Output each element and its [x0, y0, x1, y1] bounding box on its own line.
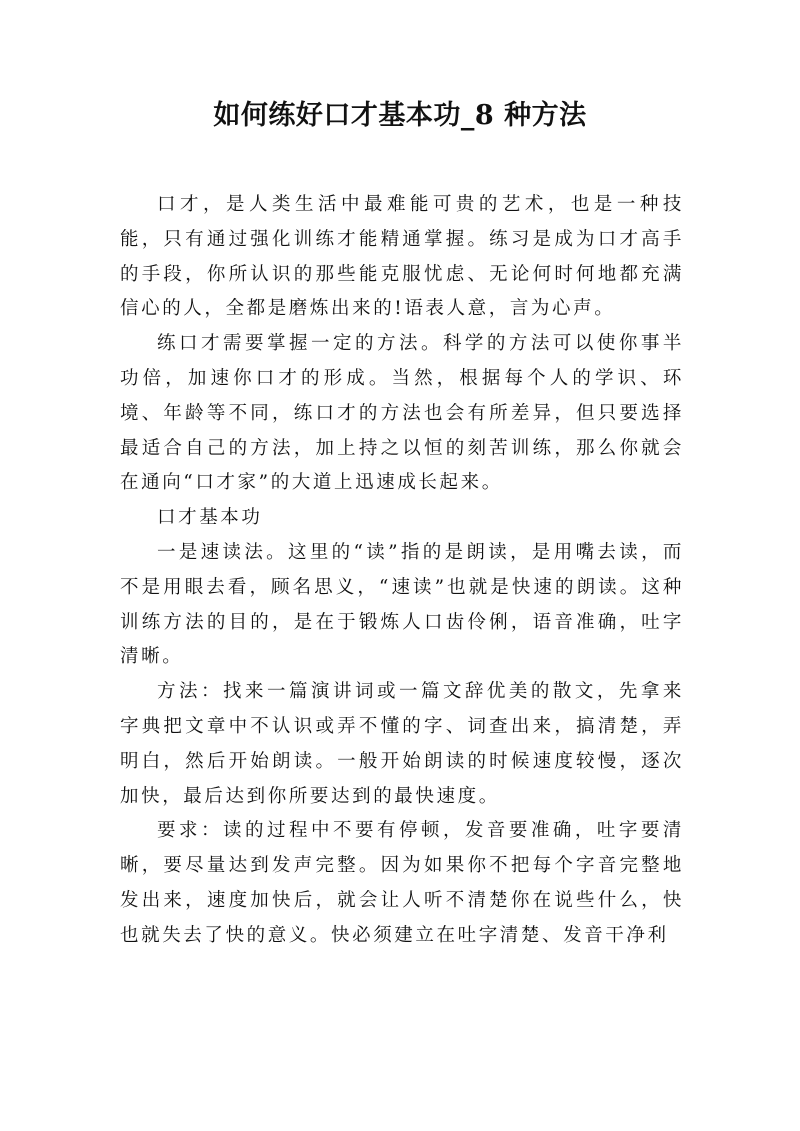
document-body — [120, 188, 684, 954]
paragraph-procedure: 方法：找来一篇演讲词或一篇文辞优美的散文，先拿来字典把文章中不认识或弄不懂的字、词查出来，搞清楚，弄明白，然后开始朗读。一般开始朗读的时候速度较慢，逐次加快，最后达到你所要达到的最快速度。 — [120, 681, 684, 807]
paragraph-requirements: 要求：读的过程中不要有停顿，发音要准确，吐字要清晰，要尽量达到发声完整。因为如果你不把每个字音完整地发出来，速度加快后，就会让人听不清楚你在说些什么，快也就失去了快的意义。快必须建立在吐字清楚、发音干净利 — [120, 820, 684, 946]
paragraph-method: 练口才需要掌握一定的方法。科学的方法可以使你事半功倍，加速你口才的形成。当然，根据每个人的学识、环境、年龄等不同，练口才的方法也会有所差异，但只要选择最适合自己的方法，加上持之以恒的刻苦训练，那么你就会在通向“口才家”的大道上迅速成长起来。 — [120, 333, 684, 494]
section-heading: 口才基本功 — [157, 507, 263, 529]
document-title: 如何练好口才基本功_8 种方法 — [213, 100, 587, 131]
paragraph-speed-reading: 一是速读法。这里的“读”指的是朗读，是用嘴去读，而不是用眼去看，顾名思义，“速读”也就是快速的朗读。这种训练方法的目的，是在于锻炼人口齿伶俐，语音准确，吐字清晰。 — [120, 541, 684, 668]
paragraph-intro: 口才，是人类生活中最难能可贵的艺术，也是一种技能，只有通过强化训练才能精通掌握。练习是成为口才高手的手段，你所认识的那些能克服忧虑、无论何时何地都充满信心的人，全都是磨炼出来的!语表人意，言为心声。 — [120, 194, 684, 320]
